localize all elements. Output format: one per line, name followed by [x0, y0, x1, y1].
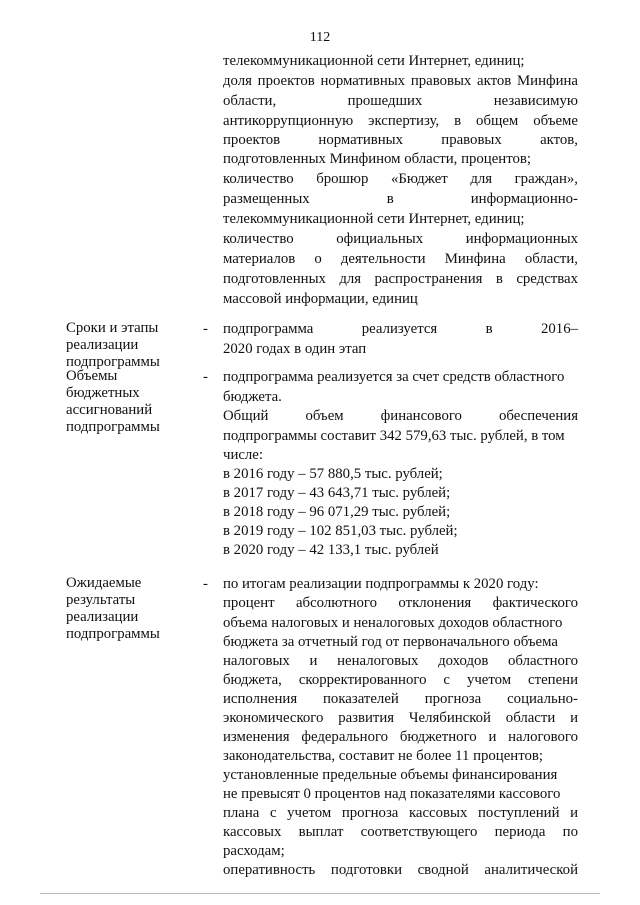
text-line: плана с учетом прогноза кассовых поступлений и — [223, 805, 578, 821]
text-line: в 2018 году – 96 071,29 тыс. рублей; — [223, 504, 451, 520]
text-line: по итогам реализации подпрограммы к 2020 году: — [223, 576, 539, 592]
text-line: в 2016 году – 57 880,5 тыс. рублей; — [223, 466, 443, 482]
text-line: 2020 годах в один этап — [223, 341, 367, 357]
text-line: законодательства, составит не более 11 процентов; — [223, 748, 543, 764]
text-line: не превысят 0 процентов над показателями кассового — [223, 786, 561, 802]
text-line: бюджета, скорректированного с учетом степени — [223, 672, 578, 688]
bottom-rule — [40, 893, 600, 894]
page-number: 112 — [309, 30, 331, 45]
text-line: подпрограмма реализуется в 2016– — [223, 321, 578, 337]
text-line: расходам; — [223, 843, 285, 859]
text-line: оперативность подготовки сводной аналитической — [223, 862, 578, 878]
text-line: в 2019 году – 102 851,03 тыс. рублей; — [223, 523, 458, 539]
text-line: размещенных в информационно- — [223, 191, 578, 207]
text-line: налоговых и неналоговых доходов областного — [223, 653, 578, 669]
text-line: изменения федерального бюджетного и налогового — [223, 729, 578, 745]
text-line: установленные предельные объемы финансирования — [223, 767, 558, 783]
row-label: Ожидаемые результаты реализации подпрограммы — [66, 575, 160, 642]
text-line: количество официальных информационных — [223, 231, 578, 247]
text-line: процент абсолютного отклонения фактического — [223, 595, 578, 611]
text-line: объема налоговых и неналоговых доходов областного — [223, 615, 563, 631]
text-line: доля проектов нормативных правовых актов Минфина — [223, 73, 578, 89]
text-line: проектов нормативных правовых актов, — [223, 132, 578, 148]
row-label: Сроки и этапы реализации подпрограммы — [66, 320, 160, 370]
text-line: подготовленных Минфином области, процентов; — [223, 151, 531, 167]
text-line: подготовленных для распространения в средствах — [223, 271, 578, 287]
text-line: подпрограмма реализуется за счет средств областного — [223, 369, 565, 385]
text-line: исполнения показателей прогноза социально- — [223, 691, 578, 707]
text-line: телекоммуникационной сети Интернет, единиц; — [223, 53, 525, 69]
row-dash: - — [203, 576, 208, 592]
text-line: материалов о деятельности Минфина области, — [223, 251, 578, 267]
text-line: подпрограммы составит 342 579,63 тыс. рублей, в том — [223, 428, 565, 444]
text-line: области, прошедших независимую — [223, 93, 578, 109]
text-line: бюджета за отчетный год от первоначального объема — [223, 634, 558, 650]
row-label: Объемы бюджетных ассигнований подпрограммы — [66, 368, 160, 435]
text-line: в 2020 году – 42 133,1 тыс. рублей — [223, 542, 439, 558]
text-line: массовой информации, единиц — [223, 291, 418, 307]
row-dash: - — [203, 369, 208, 385]
text-line: антикоррупционную экспертизу, в общем объеме — [223, 113, 578, 129]
row-dash: - — [203, 321, 208, 337]
text-line: в 2017 году – 43 643,71 тыс. рублей; — [223, 485, 451, 501]
text-line: Общий объем финансового обеспечения — [223, 408, 578, 424]
text-line: числе: — [223, 447, 263, 463]
text-line: бюджета. — [223, 389, 282, 405]
text-line: количество брошюр «Бюджет для граждан», — [223, 171, 578, 187]
text-line: экономического развития Челябинской области и — [223, 710, 578, 726]
text-line: телекоммуникационной сети Интернет, единиц; — [223, 211, 525, 227]
text-line: кассовых выплат соответствующего периода по — [223, 824, 578, 840]
